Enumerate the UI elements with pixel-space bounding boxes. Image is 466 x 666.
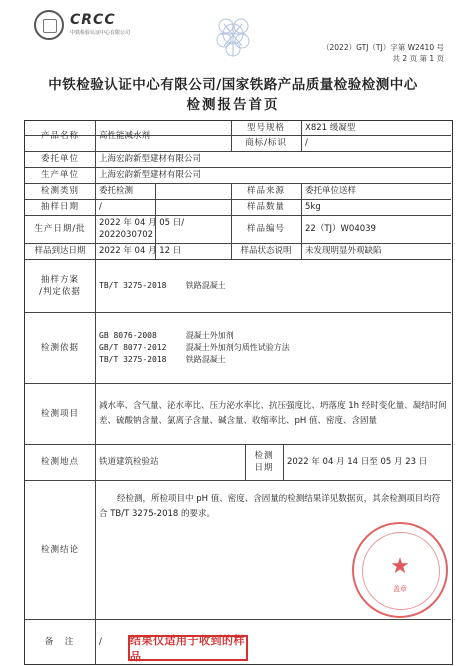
production-date-label: 生产日期/批 <box>34 224 86 234</box>
test-date-label: 检测 日期 <box>254 451 274 473</box>
remarks-label: 备 注 <box>44 636 76 647</box>
seal-label: 盖章 <box>393 585 407 593</box>
test-date-value: 2022 年 04 月 14 日至 05 月 23 日 <box>287 457 428 467</box>
test-basis-label: 检测依据 <box>40 342 79 353</box>
crcc-logo-subtitle: 中铁检验认证中心有限公司 <box>70 30 131 36</box>
crcc-logo: CRCC <box>70 12 116 28</box>
product-name-value: 高性能减水剂 <box>99 131 151 141</box>
test-items-label: 检测项目 <box>40 408 79 419</box>
seal-star-icon: ★ <box>390 554 410 579</box>
test-location-label: 检测地点 <box>40 457 79 467</box>
test-items-value: 减水率、含气量、泌水率比、压力泌水率比、抗压强度比、坍落度 1h 经时变化量、凝结时间差、硫酸钠含量、氯离子含量、碱含量、收缩率比、pH 值、密度、含固量 <box>99 400 447 426</box>
watermark-flower-icon <box>198 6 268 66</box>
model-label: 型号规格 <box>246 123 285 133</box>
client-label: 委托单位 <box>40 154 79 164</box>
producer-label: 生产单位 <box>40 170 79 180</box>
arrival-date-value: 2022 年 04 月 12 日 <box>99 246 182 256</box>
report-title: 中铁检验认证中心有限公司/国家铁路产品质量检验检测中心 <box>48 77 418 93</box>
test-type-label: 检测类别 <box>40 186 79 196</box>
sample-qty-label: 样品数量 <box>246 202 285 212</box>
sample-no-value: 22（TJ）W04039 <box>305 224 376 234</box>
report-number: （2022）GTJ（TJ）字第 W2410 号 <box>322 43 444 52</box>
sample-qty-value: 5kg <box>305 202 321 212</box>
trademark-label: 商标/标识 <box>245 138 287 148</box>
sample-state-label: 样品状态说明 <box>240 246 292 256</box>
sample-source-value: 委托单位送样 <box>305 186 357 196</box>
client-value: 上海宏韵新型建材有限公司 <box>99 154 202 164</box>
sample-no-label: 样品编号 <box>246 224 285 234</box>
page-indicator: 共 2 页 第 1 页 <box>392 54 444 63</box>
trademark-value: / <box>305 138 308 148</box>
model-value: X821 缓凝型 <box>305 123 356 133</box>
remarks-value: / <box>99 636 102 647</box>
crcc-emblem-icon <box>34 10 64 40</box>
test-basis-value: GB 8076-2008 混凝土外加剂 GB/T 8077-2012 混凝土外加剂匀质性试验方法 TB/T 3275-2018 铁路混凝土 <box>99 330 290 364</box>
sampling-date-label: 抽样日期 <box>40 202 79 212</box>
producer-value: 上海宏韵新型建材有限公司 <box>99 170 202 180</box>
conclusion-label: 检测结论 <box>40 544 79 555</box>
report-subtitle: 检测报告首页 <box>186 97 280 113</box>
test-location-value: 铁道建筑检验站 <box>99 457 159 467</box>
sample-validity-stamp: 结果仅适用于收到的样品 <box>128 635 248 661</box>
official-seal <box>352 522 448 618</box>
production-date-value: 2022 年 04 月 05 日/ 2022030702 <box>99 218 185 240</box>
sampling-date-value: / <box>99 202 102 212</box>
sample-source-label: 样品来源 <box>246 186 285 196</box>
product-name-label: 产品名称 <box>40 131 79 141</box>
sampling-plan-value: TB/T 3275-2018 铁路混凝土 <box>99 280 226 290</box>
report-reference <box>322 42 444 64</box>
arrival-date-label: 样品到达日期 <box>34 246 86 256</box>
test-type-value: 委托检测 <box>99 186 134 196</box>
conclusion-value: 经检测，所检项目中 pH 值、密度、含固量的检测结果详见数据页，其余检测项目均符合 TB/T 3275-2018 的要求。 <box>99 494 441 519</box>
sampling-plan-label: 抽样方案 /判定依据 <box>39 274 81 297</box>
sample-state-value: 未发现明显外观缺陷 <box>305 246 382 256</box>
